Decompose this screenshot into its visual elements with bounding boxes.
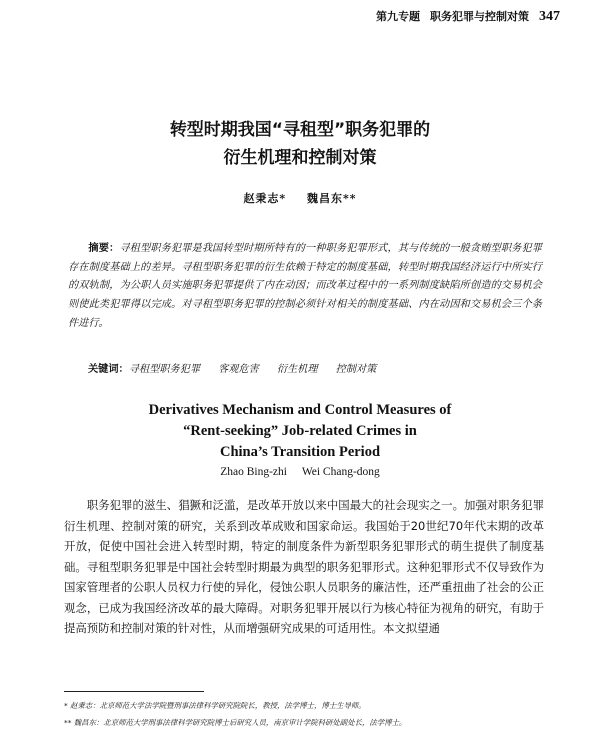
author-zh-2: 魏昌东** bbox=[307, 192, 357, 205]
footnote-rule bbox=[64, 691, 204, 692]
keywords bbox=[88, 360, 548, 375]
abstract bbox=[68, 240, 542, 334]
footnote-2: ** 魏昌东：北京师范大学刑事法律科学研究院博士后研究人员，南京审计学院科研处副处长，法学博士。 bbox=[64, 718, 407, 727]
running-head-topic: 职务犯罪与控制对策 bbox=[430, 10, 529, 23]
keyword: 寻租型职务犯罪 bbox=[128, 364, 201, 375]
running-head-section: 第九专题 bbox=[376, 10, 420, 23]
title-zh-line-2: 衍生机理和控制对策 bbox=[223, 148, 377, 168]
article-title-en bbox=[0, 400, 600, 463]
author-en-1: Zhao Bing-zhi bbox=[220, 466, 287, 478]
keyword: 控制对策 bbox=[335, 364, 377, 375]
page-number: 347 bbox=[539, 9, 560, 24]
abstract-label: 摘要： bbox=[88, 243, 120, 254]
title-en-line-3: China’s Transition Period bbox=[219, 444, 381, 460]
body-text bbox=[64, 495, 544, 639]
article-title-zh bbox=[0, 116, 600, 172]
keyword: 衍生机理 bbox=[276, 364, 318, 375]
running-head bbox=[376, 8, 560, 25]
authors-en bbox=[0, 466, 600, 478]
author-zh-1: 赵秉志* bbox=[243, 192, 287, 205]
authors-zh bbox=[0, 190, 600, 206]
keywords-label: 关键词： bbox=[88, 364, 129, 375]
title-en-line-1: Derivatives Mechanism and Control Measures of bbox=[148, 402, 452, 418]
author-en-2: Wei Chang-dong bbox=[301, 466, 380, 478]
title-zh-line-1: 转型时期我国“寻租型”职务犯罪的 bbox=[169, 120, 431, 140]
abstract-text: 寻租型职务犯罪是我国转型时期所特有的一种职务犯罪形式，其与传统的一般贪贿型职务犯罪存在制度基础上的差异。寻租型职务犯罪的衍生依赖于特定的制度基础，转型时期我国经济运行中所实行的双轨制，为公职人员实施职务犯罪提供了内在动因；而改革过程中的一系列制度缺陷所创造的交易机会则使此类犯罪得以完成。对寻租型职务犯罪的控制必须针对相关的制度基础、内在动因和交易机会三个条件进行。 bbox=[68, 243, 542, 329]
body-paragraph: 职务犯罪的滋生、猖獗和泛滥，是改革开放以来中国最大的社会现实之一。加强对职务犯罪衍生机理、控制对策的研究，关系到改革成败和国家命运。我国始于20世纪70年代末期的改革开放，促使中国社会进入转型时期，特定的制度条件为新型职务犯罪形式的萌生提供了制度基础。寻租型职务犯罪是中国社会转型时期最为典型的职务犯罪形式。这种犯罪形式不仅导致作为国家管理者的公职人员权力行使的异化，侵蚀公职人员职务的廉洁性，还严重扭曲了社会的公正观念，已成为我国经济改革的最大障碍。对职务犯罪开展以行为核心特征为视角的研究，有助于提高预防和控制对策的针对性，从而增强研究成果的可适用性。本文拟望通 bbox=[64, 498, 544, 635]
footnotes bbox=[64, 697, 564, 731]
keyword: 客观危害 bbox=[218, 364, 259, 375]
title-en-line-2: “Rent-seeking” Job-related Crimes in bbox=[183, 423, 417, 439]
footnote-1: * 赵秉志：北京师范大学法学院暨刑事法律科学研究院院长，教授，法学博士，博士生导师。 bbox=[64, 701, 366, 710]
